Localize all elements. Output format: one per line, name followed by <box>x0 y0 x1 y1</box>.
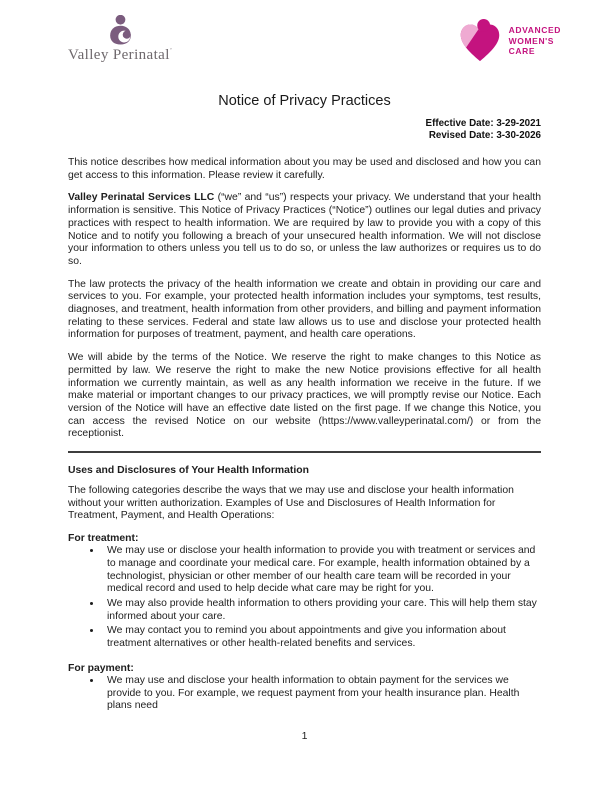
document-title: Notice of Privacy Practices <box>218 93 391 109</box>
valley-perinatal-logo-text: Valley Perinatal’ <box>68 47 173 63</box>
payment-bullet-list <box>68 675 541 713</box>
page-number: 1 <box>301 730 308 742</box>
list-item: • We may use and disclose your health information to obtain payment for the services we provide to you. For example, we request payment from your health insurance plan. Health plans need <box>102 675 541 713</box>
valley-perinatal-logo <box>68 15 173 64</box>
section-divider <box>68 451 541 453</box>
payment-heading: For payment: <box>68 662 134 674</box>
effective-date: Effective Date: 3-29-2021 <box>425 118 541 129</box>
page-header <box>68 0 561 64</box>
advanced-womens-care-logo <box>458 18 561 64</box>
treatment-bullet-list <box>68 545 541 651</box>
list-item: • We may contact you to remind you about appointments and give you information about treatment alternatives or other health-related benefits and services. <box>102 625 541 650</box>
law-protects-paragraph: The law protects the privacy of the health information we create and obtain in providing our care and services to you. For example, your protected health information includes your symptoms, test results, diagnoses, and treatment, health information from other providers, and billing and payment information relating to these services. Federal and state law allows us to use and disclose your protected health information for purposes of treatment, payment, and health care operations. <box>68 278 541 341</box>
list-item: • We may use or disclose your health information to provide you with treatment or services and to manage and coordinate your medical care. For example, health information obtained by a technologist, physician or other member of our health care team will be recorded in your medical record and used to help decide what care may be right for you. <box>102 545 541 596</box>
company-name: Valley Perinatal Services LLC <box>68 192 215 204</box>
heart-figure-icon <box>458 18 502 64</box>
date-block <box>68 118 541 142</box>
revised-date: Revised Date: 3-30-2026 <box>428 130 541 141</box>
uses-intro-paragraph: The following categories describe the ways that we may use and disclose your health information without your written authorization. Examples of Use and Disclosures of Health Information for Treatment, Payment, and Health Operations: <box>68 485 514 522</box>
treatment-heading: For treatment: <box>68 533 139 545</box>
intro-paragraph: This notice describes how medical information about you may be used and disclosed and how you can get access to this information. Please review it carefully. <box>68 157 541 181</box>
advanced-womens-care-text: ADVANCED WOMEN'S CARE <box>508 25 561 57</box>
list-item: • We may also provide health information to others providing your care. This will help them stay informed about your care. <box>102 598 541 623</box>
respects-privacy-paragraph: Valley Perinatal Services LLC (“we” and “us”) respects your privacy. We understand that your health information is sensitive. This Notice of Privacy Practices (“Notice”) outlines our legal duties and privacy practices with respect to health information. We are required by law to provide you with a copy of this Notice and to notify you following a breach of your unsecured health information. We will not disclose your information to others unless you tell us to do so, or unless the law authorizes or requires us to do so. <box>68 192 541 267</box>
uses-heading: Uses and Disclosures of Your Health Information <box>68 465 309 477</box>
abide-paragraph: We will abide by the terms of the Notice. We reserve the right to make changes to this Notice as permitted by law. We reserve the right to make the new Notice provisions effective for all health information we currently maintain, as well as any health information we receive in the future. If we make material or important changes to our privacy practices, we will promptly revise our Notice. Each version of the Notice will have an effective date listed on the first page. If we change this Notice, you can access the revised Notice on our website (https://www.valleyperinatal.com/) or from the receptionist. <box>68 352 541 440</box>
trademark-mark: ’ <box>169 47 173 55</box>
mother-and-child-icon <box>104 15 136 45</box>
